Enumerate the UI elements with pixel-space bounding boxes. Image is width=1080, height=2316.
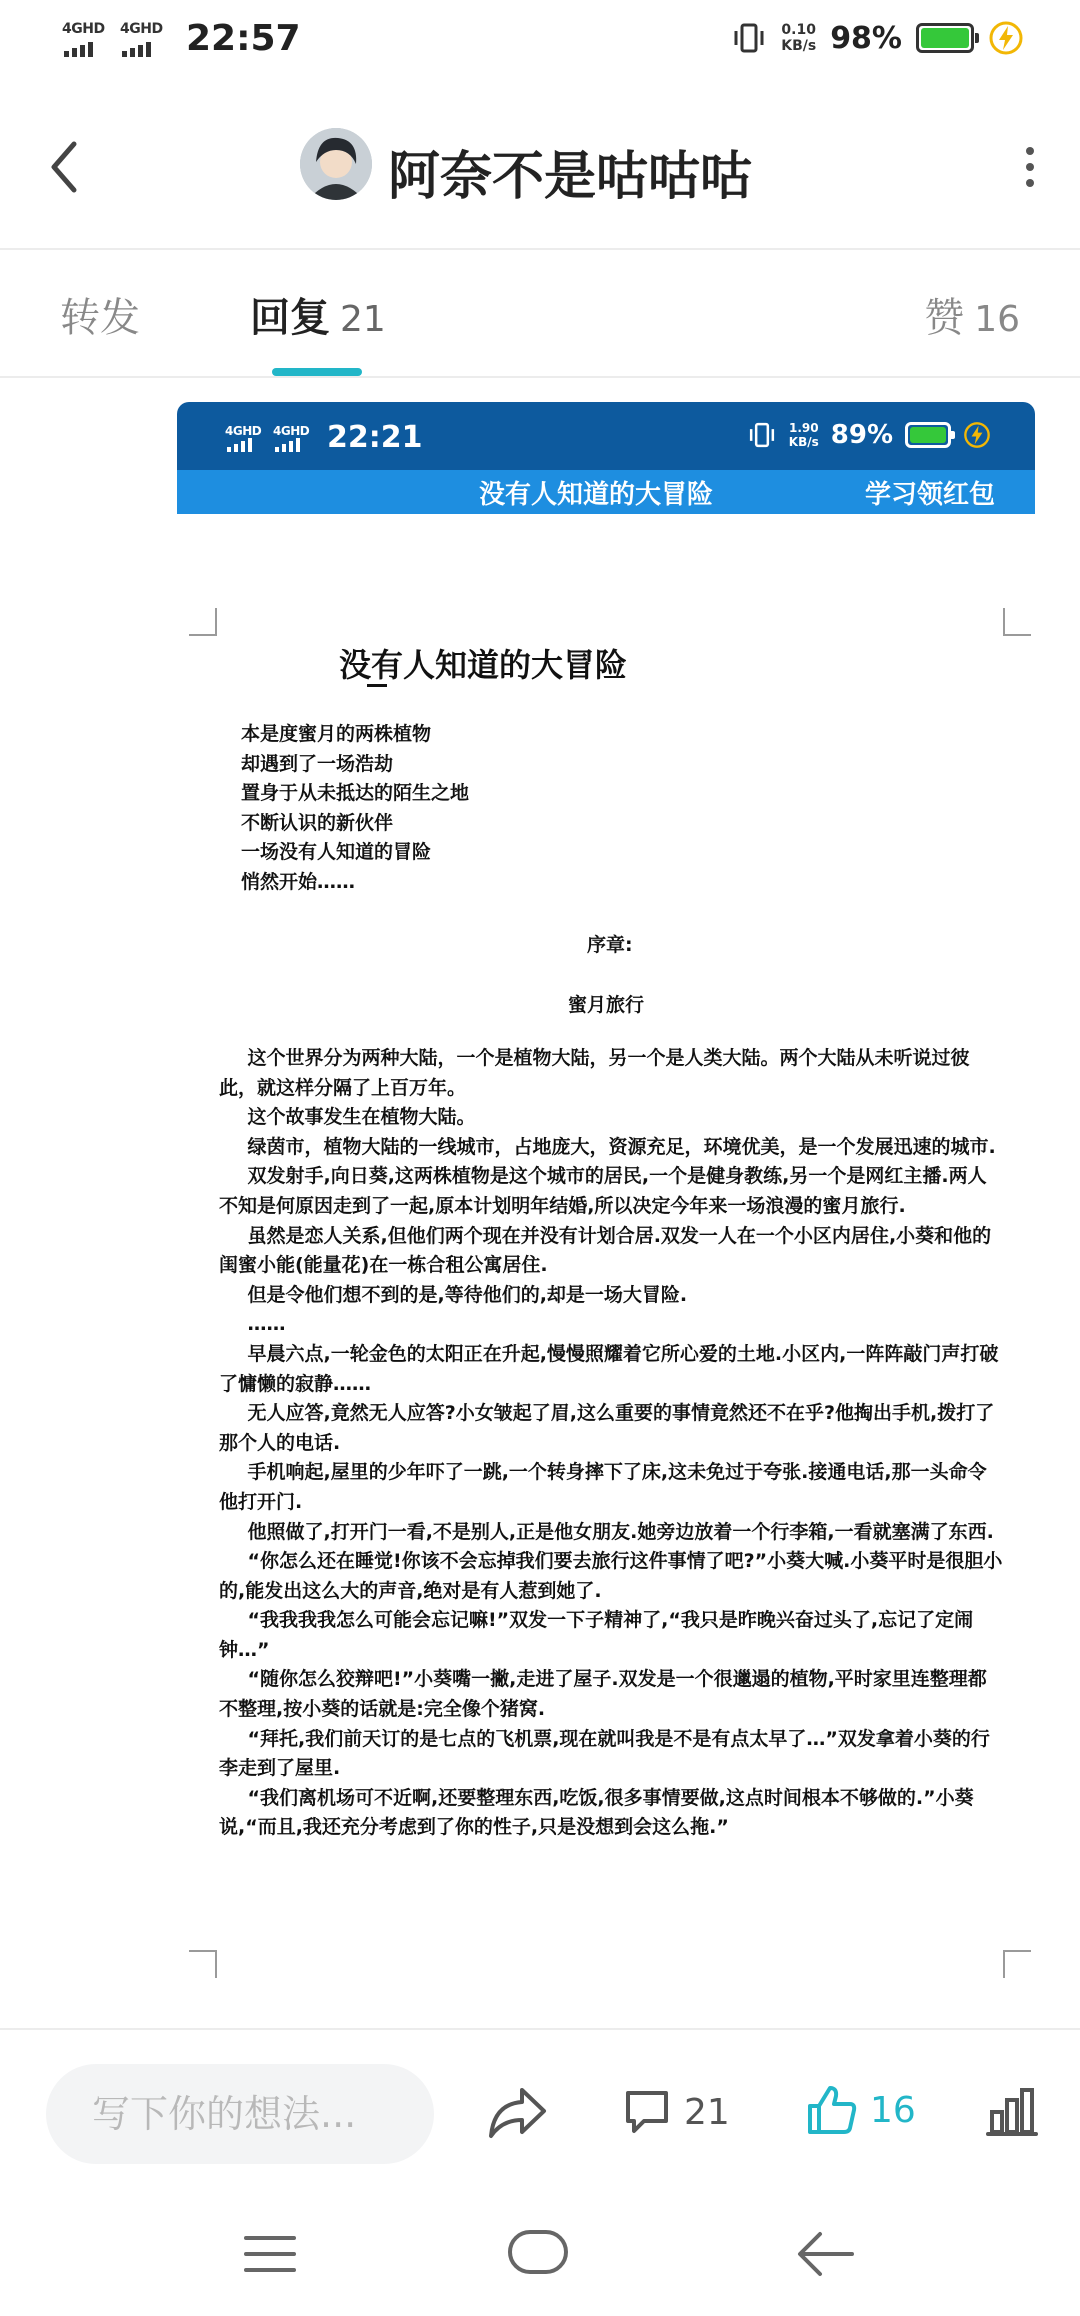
paragraph: 他照做了,打开门一看,不是别人,正是他女朋友.她旁边放着一个行李箱,一看就塞满了东西. — [247, 1520, 994, 1543]
image-app-title: 没有人知道的大冒险 — [479, 480, 714, 510]
tab-reply-count: 21 — [340, 299, 386, 340]
comment-input[interactable]: 写下你的想法... — [46, 2064, 434, 2164]
like-count: 16 — [870, 2089, 916, 2131]
image-speed-unit: KB/s — [788, 435, 819, 449]
nav-back-icon[interactable] — [796, 2228, 856, 2280]
clock: 22:57 — [186, 18, 301, 59]
story-body — [219, 1044, 1005, 1843]
intro-line: 不断认识的新伙伴 — [241, 811, 394, 834]
image-battery-percent: 89% — [830, 420, 893, 450]
comment-button[interactable] — [622, 2082, 730, 2142]
status-bar — [0, 0, 1080, 84]
image-clock: 22:21 — [327, 420, 423, 455]
avatar[interactable] — [300, 128, 372, 200]
paragraph: “拜托,我们前天订的是七点的飞机票,现在就叫我是不是有点太早了…”双发拿着小葵的行李走到了屋里. — [219, 1727, 990, 1780]
action-bar — [0, 2028, 1080, 2192]
paragraph: 虽然是恋人关系,但他们两个现在并没有计划合居.双发一人在一个小区内居住,小葵和他的闺蜜小能(能量花)在一栋合租公寓居住. — [219, 1224, 992, 1277]
thumbs-up-icon — [806, 2084, 858, 2136]
signal-icon — [62, 19, 110, 59]
chapter-name: 蜜月旅行 — [567, 994, 644, 1016]
header — [0, 84, 1080, 250]
image-app-bar — [177, 470, 1035, 514]
stats-icon[interactable] — [984, 2084, 1040, 2140]
intro-line: 一场没有人知道的冒险 — [241, 841, 432, 863]
avatar-image — [300, 128, 372, 200]
tab-like-label: 赞 — [924, 295, 965, 341]
image-speed-value: 1.90 — [788, 421, 819, 435]
comment-icon — [622, 2087, 672, 2137]
paragraph: 双发射手,向日葵,这两株植物是这个城市的居民,一个是健身教练,另一个是网红主播.两人不知是何原因走到了一起,原本计划明年结婚,所以决定今年来一场浪漫的蜜月旅行. — [219, 1165, 987, 1217]
back-icon[interactable] — [40, 132, 90, 202]
tab-like[interactable] — [924, 286, 1020, 343]
intro-line: 本是度蜜月的两株植物 — [241, 723, 432, 745]
comment-count: 21 — [684, 2091, 730, 2133]
image-network-type: 4GHD — [225, 423, 262, 438]
image-vibrate-icon — [747, 420, 777, 450]
intro-line: 却遇到了一场浩劫 — [241, 752, 394, 775]
tab-forward-label: 转发 — [60, 295, 140, 341]
crop-mark — [1003, 1950, 1031, 1978]
paragraph: 手机响起,屋里的少年吓了一跳,一个转身摔下了床,这未免过于夸张.接通电话,那一头命令他打开门. — [219, 1461, 987, 1513]
speed-value: 0.10 — [781, 22, 816, 38]
vibrate-icon — [731, 20, 767, 56]
tab-indicator — [272, 368, 362, 376]
network-type-2: 4GHD — [120, 20, 163, 37]
tab-reply[interactable] — [250, 286, 386, 343]
charging-icon — [988, 20, 1024, 56]
image-network-type-2: 4GHD — [273, 423, 310, 438]
system-nav-bar — [0, 2192, 1080, 2316]
speed-unit: KB/s — [781, 38, 817, 54]
image-red-packet: 学习领红包 — [864, 480, 995, 510]
tab-forward[interactable] — [60, 286, 140, 343]
title-dash — [367, 684, 387, 687]
post-image[interactable] — [177, 402, 1035, 2012]
battery-percent: 98% — [830, 20, 902, 56]
paragraph: 但是令他们想不到的是,等待他们的,却是一场大冒险. — [247, 1283, 688, 1306]
crop-mark — [1003, 608, 1031, 636]
image-status-bar — [177, 402, 1035, 470]
paragraph: 这个故事发生在植物大陆。 — [247, 1106, 476, 1129]
more-icon[interactable] — [1020, 142, 1040, 192]
intro-line: 置身于从未抵达的陌生之地 — [241, 782, 470, 804]
tab-reply-label: 回复 — [250, 295, 330, 341]
paragraph: “我我我我怎么可能会忘记嘛!”双发一下子精神了,“我只是昨晚兴奋过头了,忘记了定闹钟…” — [219, 1609, 974, 1661]
tab-like-count: 16 — [974, 299, 1020, 340]
paragraph: “随你怎么狡辩吧!”小葵嘴一撇,走进了屋子.双发是一个很邋遢的植物,平时家里连整理都不整理,按小葵的话就是:完全像个猪窝. — [219, 1668, 987, 1721]
paragraph: 绿茵市，植物大陆的一线城市，占地庞大，资源充足，环境优美，是一个发展迅速的城市. — [247, 1135, 996, 1158]
tab-bar — [0, 250, 1080, 378]
paragraph: …… — [247, 1313, 286, 1336]
share-icon[interactable] — [486, 2084, 548, 2140]
intro-verse — [241, 720, 469, 897]
page-title: 阿奈不是咕咕咕 — [388, 147, 753, 207]
menu-icon[interactable] — [242, 2232, 298, 2276]
paragraph: “我们离机场可不近啊,还要整理东西,吃饭,很多事情要做,这点时间根本不够做的.”小葵说,“而且,我还充分考虑到了你的性子,只是没想到会这么拖.” — [219, 1786, 974, 1839]
intro-line: 悄然开始…… — [241, 870, 356, 893]
image-signal-icon — [225, 422, 265, 454]
paragraph: 早晨六点,一轮金色的太阳正在升起,慢慢照耀着它所心爱的土地.小区内,一阵阵敲门声打破了慵懒的寂静…… — [219, 1342, 999, 1395]
battery-icon — [916, 23, 974, 53]
image-battery-icon — [905, 422, 951, 448]
document-title: 没有人知道的大冒险 — [339, 646, 628, 684]
signal-icon-2 — [120, 19, 168, 59]
chapter-label: 序章: — [587, 934, 633, 956]
network-speed — [781, 22, 816, 54]
home-icon[interactable] — [506, 2228, 570, 2276]
image-network-speed — [789, 421, 819, 449]
paragraph: 无人应答,竟然无人应答?小女皱起了眉,这么重要的事情竟然还不在乎?他掏出手机,拨打了那个人的电话. — [219, 1402, 995, 1454]
paragraph: 这个世界分为两种大陆，一个是植物大陆，另一个是人类大陆。两个大陆从未听说过彼此，就这样分隔了上百万年。 — [219, 1047, 970, 1099]
image-signal-icon-2 — [273, 422, 313, 454]
paragraph: “你怎么还在睡觉!你该不会忘掉我们要去旅行这件事情了吧?”小葵大喊.小葵平时是很胆小的,能发出这么大的声音,绝对是有人惹到她了. — [219, 1550, 1003, 1602]
network-type: 4GHD — [62, 20, 105, 37]
like-button[interactable] — [806, 2080, 916, 2140]
image-charging-icon — [963, 421, 991, 449]
crop-mark — [189, 608, 217, 636]
crop-mark — [189, 1950, 217, 1978]
